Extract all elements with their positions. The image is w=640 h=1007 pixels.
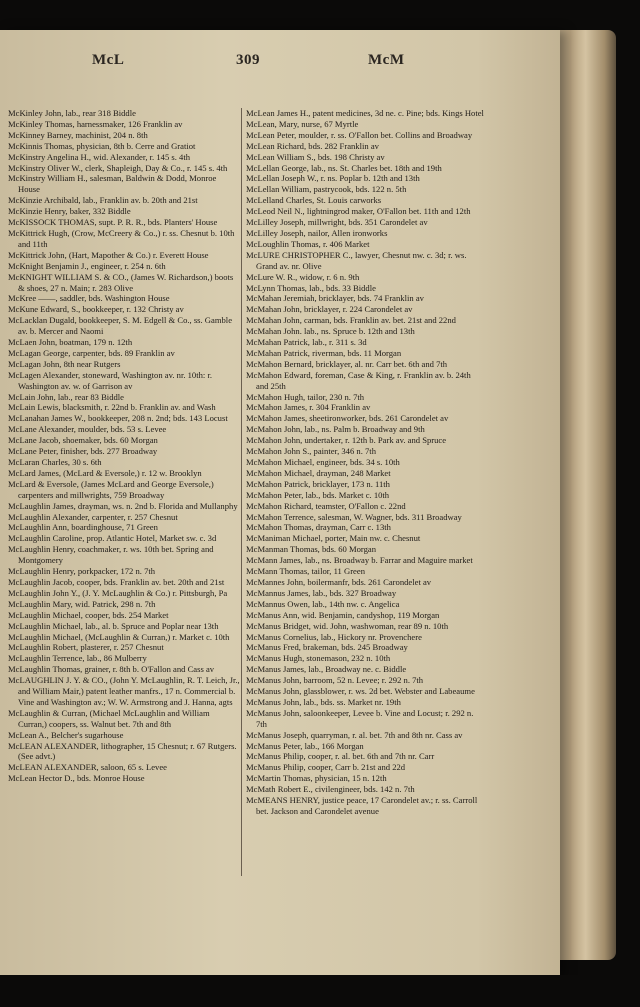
directory-entry: McLEAN ALEXANDER, saloon, 65 s. Levee (8, 762, 167, 773)
directory-entry: McLAUGHLIN J. Y. & CO., (John Y. McLaughlin, R. T. Leich, Jr., and William Mair,) patent leather manfrs., 17 n. Commercial b. Vine and Washington av.; W. W. Armstrong and J. Hanna, agts (8, 675, 240, 707)
directory-entry: McMann James, lab., ns. Broadway b. Farrar and Maguire market (246, 555, 473, 566)
header-right-guide: McM (368, 52, 405, 68)
directory-entry: McManiman Michael, porter, Main nw. c. Chesnut (246, 533, 421, 544)
directory-entry: McLaughlin Jacob, cooper, bds. Franklin av. bet. 20th and 21st (8, 576, 225, 587)
directory-entry: McLacklan Dugald, bookkeeper, S. M. Edgell & Co., ss. Gamble av. b. Mercer and Naomi (8, 315, 233, 337)
directory-entry: McLaughlin Mary, wid. Patrick, 298 n. 7th (8, 598, 156, 609)
directory-entry: McMahon Edward, foreman, Case & King, r. Franklin av. b. 24th and 25th (246, 369, 471, 391)
directory-entry: McManus Peter, lab., 166 Morgan (246, 740, 364, 751)
directory-entry: McKinstry William H., salesman, Baldwin & Dodd, Monroe House (8, 173, 217, 195)
directory-entry: McLaughlin Michael, lab., al. b. Spruce and Poplar near 13th (8, 620, 219, 631)
page-header (0, 52, 540, 82)
directory-entry: McMannus Owen, lab., 14th nw. c. Angelica (246, 598, 400, 609)
directory-entry: McMahan John. lab., ns. Spruce b. 12th and 13th (246, 326, 415, 337)
directory-entry: McManus Joseph, quarryman, r. al. bet. 7th and 8th nr. Cass av (246, 729, 463, 740)
directory-entry: McManus Bridget, wid. John, washwoman, rear 89 n. 10th (246, 620, 449, 631)
directory-entry: McLain Lewis, blacksmith, r. 22nd b. Franklin av. and Wash (8, 402, 216, 413)
background-shadow (0, 975, 620, 1007)
directory-entry: McMahan Jeremiah, bricklayer, bds. 74 Franklin av (246, 293, 424, 304)
directory-entry: McMann Thomas, tailor, 11 Green (246, 566, 365, 577)
directory-entry: McMahon Michael, drayman, 248 Market (246, 467, 391, 478)
directory-entry: McManus Fred, brakeman, bds. 245 Broadway (246, 642, 408, 653)
header-left-guide: McL (92, 52, 125, 68)
directory-entry: McManman Thomas, bds. 60 Morgan (246, 544, 377, 555)
directory-entry: McManus Philip, cooper, Carr b. 21st and 22d (246, 762, 406, 773)
directory-entry: McLeod Neil N., lightningrod maker, O'Fallon bet. 11th and 12th (246, 206, 471, 217)
directory-entry: McLean Richard, bds. 282 Franklin av (246, 140, 379, 151)
directory-entry: McLaughlin Terrence, lab., 86 Mulberry (8, 653, 147, 664)
directory-entry: McLaughlin Michael, cooper, bds. 254 Market (8, 609, 169, 620)
directory-entry: McLellan Joseph W., r. ns. Poplar b. 12th and 13th (246, 173, 420, 184)
directory-entry: McKnight Benjamin J., engineer, r. 254 n. 6th (8, 260, 166, 271)
directory-entry: McLaen John, boatman, 179 n. 12th (8, 337, 133, 348)
directory-entry: McManus John, lab., bds. ss. Market nr. 19th (246, 696, 401, 707)
directory-entry: McLaughlin John Y., (J. Y. McLaughlin & Co.) r. Pittsburgh, Pa (8, 587, 228, 598)
directory-entry: McKittrick Hugh, (Crow, McCreery & Co.,) r. ss. Chesnut b. 10th and 11th (8, 227, 235, 249)
directory-entry: McKinzie Henry, baker, 332 Biddle (8, 206, 131, 217)
directory-entry: McKinstry Oliver W., clerk, Shapleigh, Day & Co., r. 145 s. 4th (8, 162, 228, 173)
directory-entry: McLean Peter, moulder, r. ss. O'Fallon bet. Collins and Broadway (246, 129, 473, 140)
directory-entry: McMahon Peter, lab., bds. Market c. 10th (246, 489, 390, 500)
directory-entry: McMannes John, boilermanfr, bds. 261 Carondelet av (246, 576, 432, 587)
directory-entry: McLean, Mary, nurse, 67 Myrtle (246, 118, 359, 129)
directory-entry: McMahon James, r. 304 Franklin av (246, 402, 371, 413)
directory-entry: McMahon Terrence, salesman, W. Wagner, bds. 311 Broadway (246, 511, 462, 522)
directory-entry: McKinley Thomas, harnessmaker, 126 Franklin av (8, 118, 183, 129)
directory-entry: McLilley Joseph, nailor, Allen ironworks (246, 227, 388, 238)
left-column (8, 108, 240, 784)
directory-entry: McLanahan James W., bookkeeper, 208 n. 2nd; bds. 143 Locust (8, 413, 228, 424)
directory-entry: McMahan John, carman, bds. Franklin av. bet. 21st and 22nd (246, 315, 456, 326)
directory-entry: McLaughlin Ann, boardinghouse, 71 Green (8, 522, 158, 533)
directory-entry: McMahan John, bricklayer, r. 224 Carondelet av (246, 304, 413, 315)
directory-entry: McLaughlin James, drayman, ws. n. 2nd b. Florida and Mullanphy (8, 500, 238, 511)
directory-entry: McLain John, lab., rear 83 Biddle (8, 391, 124, 402)
directory-entry: McMahon John, undertaker, r. 12th b. Park av. and Spruce (246, 435, 447, 446)
directory-entry: McMahon Thomas, drayman, Carr c. 13th (246, 522, 391, 533)
directory-entry: McKISSOCK THOMAS, supt. P. R. R., bds. Planters' House (8, 217, 218, 228)
directory-entry: McLoughlin Thomas, r. 406 Market (246, 238, 370, 249)
directory-entry: McLean Hector D., bds. Monroe House (8, 773, 145, 784)
directory-entry: McMahon Patrick, bricklayer, 173 n. 11th (246, 478, 390, 489)
directory-entry: McMahan Patrick, riverman, bds. 11 Morgan (246, 347, 402, 358)
directory-entry: McMannus James, lab., bds. 327 Broadway (246, 587, 397, 598)
directory-entry: McManus John, saloonkeeper, Levee b. Vine and Locust; r. 292 n. 7th (246, 707, 474, 729)
directory-entry: McLaughlin Caroline, prop. Atlantic Hotel, Market sw. c. 3d (8, 533, 217, 544)
directory-entry: McLEAN ALEXANDER, lithographer, 15 Chesnut; r. 67 Rutgers. (See advt.) (8, 740, 237, 762)
directory-entry: McLelland Charles, St. Louis carworks (246, 195, 382, 206)
directory-entry: McMEANS HENRY, justice peace, 17 Carondelet av.; r. ss. Carroll bet. Jackson and Carondelet avenue (246, 795, 478, 816)
directory-entry: McLagen Alexander, stoneward, Washington av. nr. 10th: r. Washington av. w. of Garrison av (8, 369, 212, 391)
directory-entry: McLean A., Belcher's sugarhouse (8, 729, 124, 740)
directory-entry: McKinstry Angelina H., wid. Alexander, r. 145 s. 4th (8, 151, 191, 162)
right-column (246, 108, 484, 817)
directory-entry: McKNIGHT WILLIAM S. & CO., (James W. Richardson,) boots & shoes, 27 n. Main; r. 283 Olive (8, 271, 234, 293)
directory-entry: McKinnis Thomas, physician, 8th b. Cerre and Gratiot (8, 140, 196, 151)
directory-entry: McManus Philip, cooper, r. al. bet. 6th and 7th nr. Carr (246, 751, 435, 762)
directory-entry: McLaughlin Henry, coachmaker, r. ws. 10th bet. Spring and Montgomery (8, 544, 214, 566)
directory-entry: McLagan George, carpenter, bds. 89 Franklin av (8, 347, 175, 358)
directory-entry: McLaran Charles, 30 s. 6th (8, 457, 102, 467)
directory-entry: McKree ——, saddler, bds. Washington House (8, 293, 170, 304)
directory-entry: McMahon John S., painter, 346 n. 7th (246, 446, 376, 457)
directory-entry: McMahon John, lab., ns. Palm b. Broadway and 9th (246, 424, 425, 435)
directory-entry: McMahon James, sheetironworker, bds. 261 Carondelet av (246, 413, 449, 424)
directory-entry: McMath Robert E., civilengineer, bds. 142 n. 7th (246, 784, 415, 795)
directory-entry: McLagan John, 8th near Rutgers (8, 358, 121, 369)
directory-entry: McLellan William, pastrycook, bds. 122 n. 5th (246, 184, 407, 195)
column-divider (241, 108, 242, 876)
directory-entry: McMahon Richard, teamster, O'Fallon c. 22nd (246, 500, 406, 511)
directory-entry: McManus John, barroom, 52 n. Levee; r. 292 n. 7th (246, 675, 424, 686)
directory-entry: McLean William S., bds. 198 Christy av (246, 151, 385, 162)
directory-entry: McKinney Barney, machinist, 204 n. 8th (8, 129, 148, 140)
directory-entry: McMahon Hugh, tailor, 230 n. 7th (246, 391, 365, 402)
directory-entry: McKinley John, lab., rear 318 Biddle (8, 108, 136, 118)
directory-entry: McManus Hugh, stonemason, 232 n. 10th (246, 653, 391, 664)
directory-entry: McLynn Thomas, lab., bds. 33 Biddle (246, 282, 376, 293)
directory-entry: McManus James, lab., Broadway ne. c. Biddle (246, 664, 407, 675)
directory-entry: McLure W. R., widow, r. 6 n. 9th (246, 271, 360, 282)
directory-entry: McLURE CHRISTOPHER C., lawyer, Chesnut nw. c. 3d; r. ws. Grand av. nr. Olive (246, 249, 467, 271)
directory-entry: McMahon Michael, engineer, bds. 34 s. 10th (246, 457, 400, 467)
directory-entry: McLaughlin Henry, porkpacker, 172 n. 7th (8, 566, 156, 577)
directory-entry: McLaughlin Robert, plasterer, r. 257 Chesnut (8, 642, 164, 653)
directory-entry: McLaughlin Michael, (McLaughlin & Curran,) r. Market c. 10th (8, 631, 230, 642)
directory-entry: McLard James, (McLard & Eversole,) r. 12 w. Brooklyn (8, 467, 202, 478)
directory-entry: McMahan Patrick, lab., r. 311 s. 3d (246, 337, 367, 348)
directory-entry: McKune Edward, S., bookkeeper, r. 132 Christy av (8, 304, 184, 315)
directory-entry: McMartin Thomas, physician, 15 n. 12th (246, 773, 387, 784)
directory-entry: McManus Cornelius, lab., Hickory nr. Provenchere (246, 631, 422, 642)
directory-entry: McManus Ann, wid. Benjamin, candyshop, 119 Morgan (246, 609, 440, 620)
directory-entry: McLilley Joseph, millwright, bds. 351 Carondelet av (246, 217, 428, 228)
directory-entry: McLaughlin Thomas, grainer, r. 8th b. O'Fallon and Cass av (8, 664, 215, 675)
directory-entry: McMahon Bernard, bricklayer, al. nr. Carr bet. 6th and 7th (246, 358, 448, 369)
directory-entry: McLean James H., patent medicines, 3d ne. c. Pine; bds. Kings Hotel (246, 108, 484, 118)
directory-entry: McLane Alexander, moulder, bds. 53 s. Levee (8, 424, 167, 435)
directory-entry: McLaughlin Alexander, carpenter, r. 257 Chesnut (8, 511, 178, 522)
page-number: 309 (236, 52, 260, 68)
directory-entry: McLane Jacob, shoemaker, bds. 60 Morgan (8, 435, 158, 446)
directory-entry: McLard & Eversole, (James McLard and George Eversole,) carpenters and millwrights, 759 Broadway (8, 478, 214, 500)
directory-entry: McLane Peter, finisher, bds. 277 Broadway (8, 446, 158, 457)
directory-entry: McLaughlin & Curran, (Michael McLaughlin and William Curran,) coopers, ss. Walnut bet. 7th and 8th (8, 707, 210, 729)
directory-entry: McManus John, glassblower, r. ws. 2d bet. Webster and Labeaume (246, 686, 475, 697)
directory-entry: McKinzie Archibald, lab., Franklin av. b. 20th and 21st (8, 195, 198, 206)
directory-entry: McLellan George, lab., ns. St. Charles bet. 18th and 19th (246, 162, 442, 173)
directory-entry: McKittrick John, (Hart, Mapother & Co.) r. Everett House (8, 249, 209, 260)
